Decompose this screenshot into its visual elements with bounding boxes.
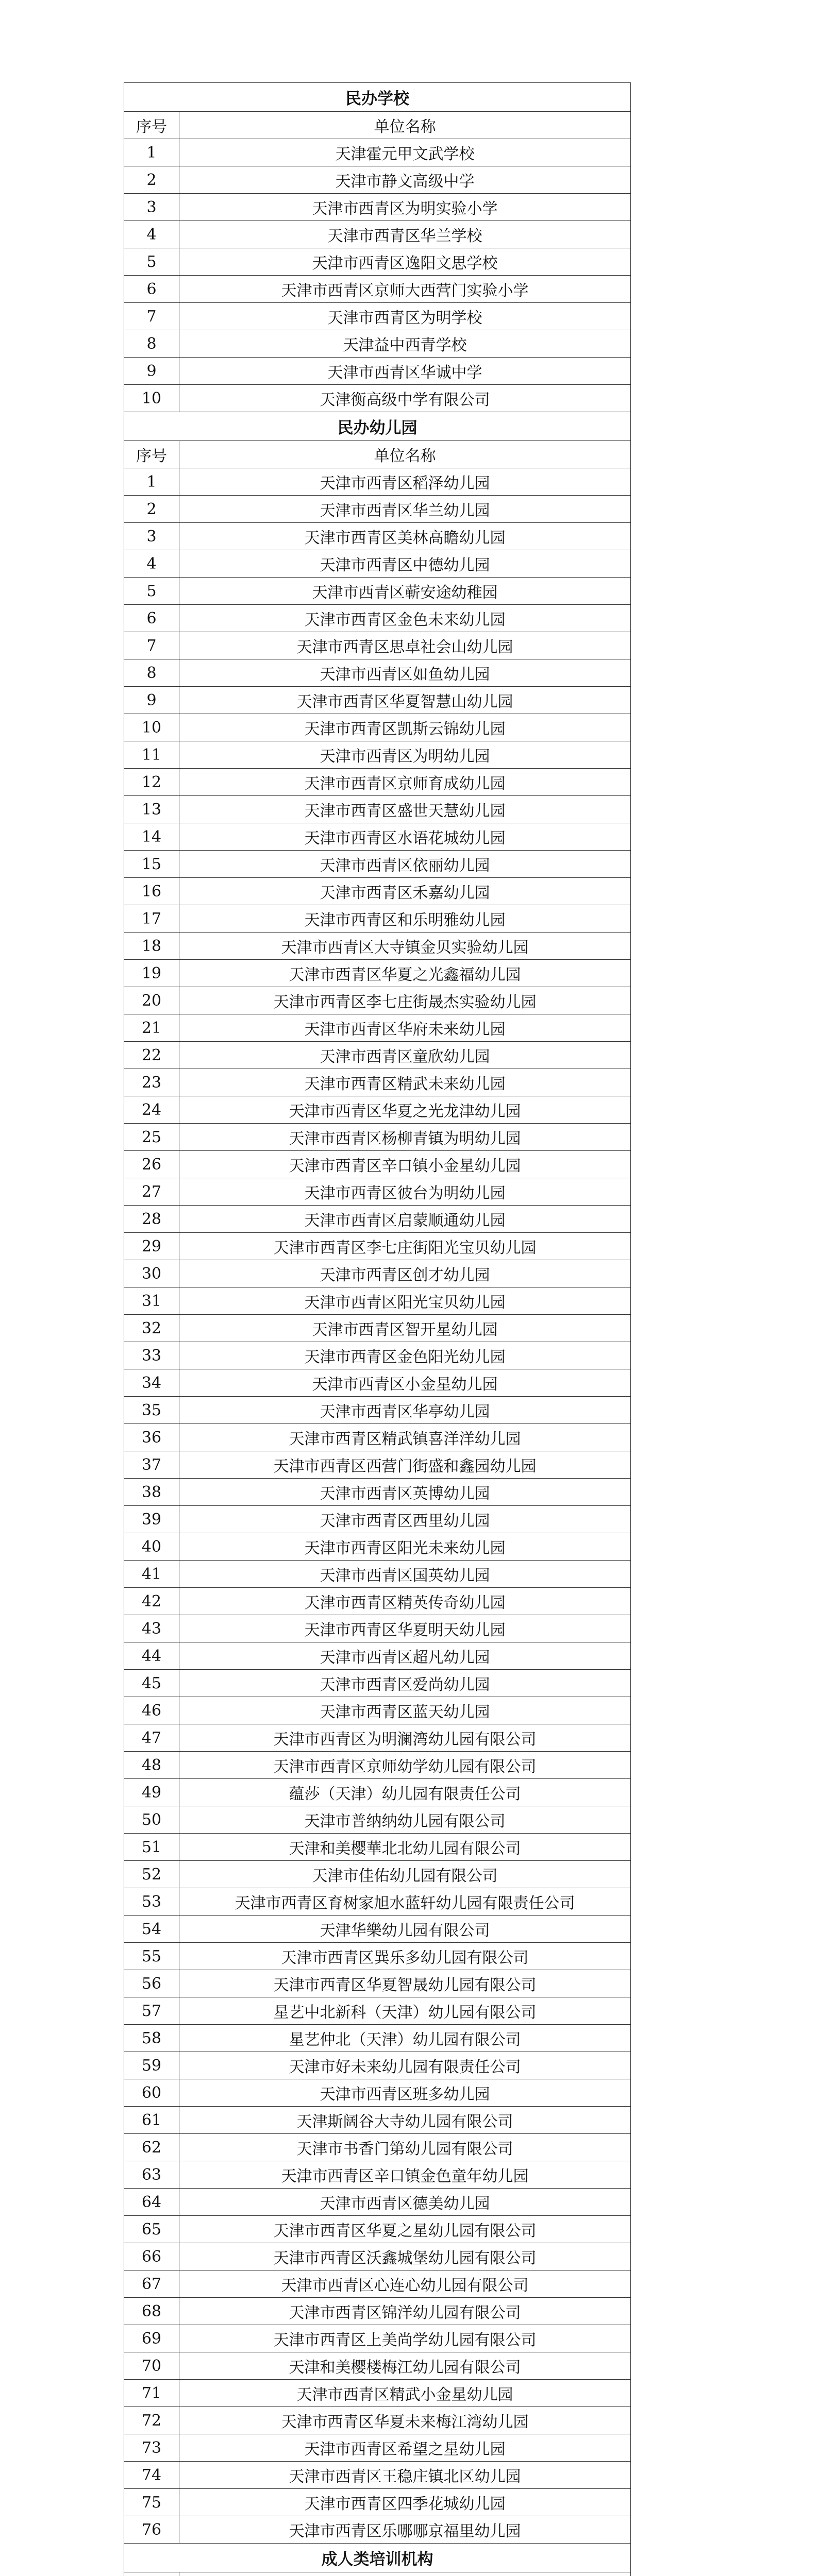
row-unit-name: 天津市西青区蕲安途幼稚园 <box>179 578 631 605</box>
table-row <box>124 2489 631 2516</box>
row-number: 9 <box>124 358 179 385</box>
row-unit-name: 天津市西青区京师大西营门实验小学 <box>179 276 631 303</box>
row-unit-name: 天津市西青区李七庄街阳光宝贝幼儿园 <box>179 1233 631 1260</box>
table-row <box>124 1506 631 1533</box>
row-unit-name: 天津市西青区杨柳青镇为明幼儿园 <box>179 1124 631 1151</box>
table-row <box>124 385 631 412</box>
table-row <box>124 659 631 687</box>
row-number: 55 <box>124 1943 179 1970</box>
row-unit-name: 天津市西青区稻泽幼儿园 <box>179 468 631 496</box>
institution-table <box>124 82 631 2576</box>
row-number: 38 <box>124 1479 179 1506</box>
row-unit-name: 天津市西青区为明澜湾幼儿园有限公司 <box>179 1724 631 1752</box>
row-number: 71 <box>124 2380 179 2407</box>
row-unit-name: 天津市西青区华诚中学 <box>179 358 631 385</box>
row-unit-name: 天津市西青区爱尚幼儿园 <box>179 1670 631 1697</box>
table-row <box>124 2462 631 2489</box>
row-number: 58 <box>124 2025 179 2052</box>
table-row <box>124 851 631 878</box>
row-unit-name: 天津市西青区精武未来幼儿园 <box>179 1069 631 1096</box>
table-row <box>124 303 631 330</box>
table-row <box>124 2380 631 2407</box>
row-unit-name: 天津市西青区如鱼幼儿园 <box>179 659 631 687</box>
row-number: 72 <box>124 2407 179 2434</box>
row-number: 32 <box>124 1315 179 1342</box>
row-number: 57 <box>124 1997 179 2025</box>
row-number: 70 <box>124 2352 179 2380</box>
table-row <box>124 987 631 1014</box>
row-number: 36 <box>124 1424 179 1451</box>
row-unit-name: 天津市西青区华府未来幼儿园 <box>179 1014 631 1042</box>
row-number: 9 <box>124 687 179 714</box>
row-number: 46 <box>124 1697 179 1724</box>
row-number: 12 <box>124 769 179 796</box>
row-number: 4 <box>124 550 179 578</box>
table-row <box>124 2516 631 2544</box>
row-number: 7 <box>124 632 179 659</box>
row-unit-name: 天津霍元甲文武学校 <box>179 139 631 166</box>
table-row <box>124 1069 631 1096</box>
row-number: 66 <box>124 2243 179 2270</box>
row-number: 68 <box>124 2298 179 2325</box>
table-row <box>124 358 631 385</box>
table-row <box>124 878 631 905</box>
row-unit-name: 天津市西青区逸阳文思学校 <box>179 248 631 276</box>
table-row <box>124 2052 631 2079</box>
row-number: 3 <box>124 523 179 550</box>
table-row <box>124 2216 631 2243</box>
table-row <box>124 1096 631 1124</box>
row-number: 33 <box>124 1342 179 1369</box>
table-row <box>124 687 631 714</box>
table-row <box>124 1287 631 1315</box>
row-unit-name: 天津市西青区京师育成幼儿园 <box>179 769 631 796</box>
row-number: 49 <box>124 1779 179 1806</box>
row-number: 17 <box>124 905 179 933</box>
row-unit-name: 天津市西青区阳光宝贝幼儿园 <box>179 1287 631 1315</box>
row-number: 26 <box>124 1151 179 1178</box>
table-row <box>124 2434 631 2462</box>
column-header-row <box>124 112 631 139</box>
row-unit-name: 天津市西青区蓝天幼儿园 <box>179 1697 631 1724</box>
row-number: 34 <box>124 1369 179 1397</box>
row-number: 63 <box>124 2161 179 2189</box>
row-unit-name: 星艺仲北（天津）幼儿园有限公司 <box>179 2025 631 2052</box>
row-unit-name: 天津市西青区锦洋幼儿园有限公司 <box>179 2298 631 2325</box>
column-header-row <box>124 441 631 468</box>
table-row <box>124 2325 631 2352</box>
row-unit-name: 天津市西青区华夏智晟幼儿园有限公司 <box>179 1970 631 1997</box>
row-number: 76 <box>124 2516 179 2544</box>
table-row <box>124 1670 631 1697</box>
table-row <box>124 1943 631 1970</box>
row-number: 11 <box>124 741 179 769</box>
table-row <box>124 605 631 632</box>
table-row <box>124 1916 631 1943</box>
row-unit-name: 天津市西青区和乐明雅幼儿园 <box>179 905 631 933</box>
row-unit-name: 天津市西青区大寺镇金贝实验幼儿园 <box>179 933 631 960</box>
row-unit-name: 天津市西青区禾嘉幼儿园 <box>179 878 631 905</box>
table-row <box>124 468 631 496</box>
row-unit-name: 天津市西青区阳光未来幼儿园 <box>179 1533 631 1561</box>
row-number: 42 <box>124 1588 179 1615</box>
row-unit-name: 天津市书香门第幼儿园有限公司 <box>179 2134 631 2161</box>
row-unit-name: 天津市西青区华兰学校 <box>179 221 631 248</box>
row-number: 22 <box>124 1042 179 1069</box>
table-row <box>124 2407 631 2434</box>
table-row <box>124 960 631 987</box>
table-row <box>124 1424 631 1451</box>
table-row <box>124 2352 631 2380</box>
table-row <box>124 905 631 933</box>
table-row <box>124 248 631 276</box>
row-unit-name: 天津市西青区中德幼儿园 <box>179 550 631 578</box>
row-number: 48 <box>124 1752 179 1779</box>
row-unit-name: 天津市西青区德美幼儿园 <box>179 2189 631 2216</box>
row-number: 2 <box>124 166 179 194</box>
table-row <box>124 1779 631 1806</box>
column-header-name: 单位名称 <box>179 112 631 139</box>
row-unit-name: 天津市西青区李七庄街晟杰实验幼儿园 <box>179 987 631 1014</box>
row-unit-name: 天津市西青区盛世天慧幼儿园 <box>179 796 631 823</box>
row-unit-name: 天津市西青区小金星幼儿园 <box>179 1369 631 1397</box>
row-number: 56 <box>124 1970 179 1997</box>
table-row <box>124 1014 631 1042</box>
table-row <box>124 1315 631 1342</box>
row-number: 18 <box>124 933 179 960</box>
table-row <box>124 823 631 851</box>
row-number: 29 <box>124 1233 179 1260</box>
row-unit-name: 天津市西青区华亭幼儿园 <box>179 1397 631 1424</box>
row-number: 10 <box>124 385 179 412</box>
row-number: 21 <box>124 1014 179 1042</box>
row-unit-name: 天津市西青区华夏之光鑫福幼儿园 <box>179 960 631 987</box>
row-unit-name: 天津市西青区彼台为明幼儿园 <box>179 1178 631 1206</box>
row-unit-name: 天津市西青区智开星幼儿园 <box>179 1315 631 1342</box>
row-unit-name: 天津市西青区辛口镇金色童年幼儿园 <box>179 2161 631 2189</box>
table-row <box>124 1342 631 1369</box>
table-row <box>124 2189 631 2216</box>
section-title-row <box>124 412 631 441</box>
table-row <box>124 2572 631 2576</box>
row-unit-name: 天津市西青区凯斯云锦幼儿园 <box>179 714 631 741</box>
row-unit-name: 蕴莎（天津）幼儿园有限责任公司 <box>179 1779 631 1806</box>
row-number: 19 <box>124 960 179 987</box>
row-number: 43 <box>124 1615 179 1642</box>
row-number: 75 <box>124 2489 179 2516</box>
row-unit-name: 天津市静文高级中学 <box>179 166 631 194</box>
table-row <box>124 1888 631 1916</box>
row-unit-name: 天津市西青区乐哪哪京福里幼儿园 <box>179 2516 631 2544</box>
row-number: 2 <box>124 496 179 523</box>
row-unit-name: 天津市西青区启蒙顺通幼儿园 <box>179 1206 631 1233</box>
table-row <box>124 1615 631 1642</box>
table-row <box>124 1588 631 1615</box>
table-row <box>124 1752 631 1779</box>
row-number: 1 <box>124 139 179 166</box>
row-unit-name: 天津市西青区超凡幼儿园 <box>179 1642 631 1670</box>
table-row <box>124 1970 631 1997</box>
row-unit-name: 天津市西青区沃鑫城堡幼儿园有限公司 <box>179 2243 631 2270</box>
row-unit-name: 天津市西青区心连心幼儿园有限公司 <box>179 2270 631 2298</box>
row-number: 4 <box>124 221 179 248</box>
column-header-no: 序号 <box>124 441 179 468</box>
table-row <box>124 1697 631 1724</box>
row-number: 65 <box>124 2216 179 2243</box>
row-unit-name: 天津市西青区华夏明天幼儿园 <box>179 1615 631 1642</box>
row-unit-name: 天津市西青区西里幼儿园 <box>179 1506 631 1533</box>
row-unit-name: 天津市西青区四季花城幼儿园 <box>179 2489 631 2516</box>
row-unit-name: 天津市西青区华夏未来梅江湾幼儿园 <box>179 2407 631 2434</box>
table-row <box>124 2298 631 2325</box>
row-unit-name: 天津市西青区金色阳光幼儿园 <box>179 1342 631 1369</box>
row-number: 47 <box>124 1724 179 1752</box>
table-row <box>124 1642 631 1670</box>
row-unit-name: 天津市佳佑幼儿园有限公司 <box>179 1861 631 1888</box>
row-number: 6 <box>124 276 179 303</box>
table-row <box>124 2134 631 2161</box>
table-row <box>124 194 631 221</box>
row-number: 8 <box>124 659 179 687</box>
table-row <box>124 523 631 550</box>
row-number: 3 <box>124 194 179 221</box>
row-unit-name: 天津市西青区王稳庄镇北区幼儿园 <box>179 2462 631 2489</box>
row-unit-name: 天津和美樱華北北幼儿园有限公司 <box>179 1834 631 1861</box>
row-unit-name: 天津市西青区华夏智慧山幼儿园 <box>179 687 631 714</box>
row-number: 69 <box>124 2325 179 2352</box>
section-title: 成人类培训机构 <box>124 2544 631 2572</box>
table-row <box>124 139 631 166</box>
section-title: 民办学校 <box>124 83 631 112</box>
row-unit-name: 天津市好未来幼儿园有限责任公司 <box>179 2052 631 2079</box>
row-unit-name: 天津市西青区思卓社会山幼儿园 <box>179 632 631 659</box>
table-row <box>124 166 631 194</box>
row-unit-name: 天津市西青区为明实验小学 <box>179 194 631 221</box>
row-unit-name: 天津市西青区金色未来幼儿园 <box>179 605 631 632</box>
table-row <box>124 2243 631 2270</box>
table-row <box>124 1451 631 1479</box>
table-row <box>124 496 631 523</box>
row-number: 20 <box>124 987 179 1014</box>
row-unit-name: 星艺中北新科（天津）幼儿园有限公司 <box>179 1997 631 2025</box>
row-number: 10 <box>124 714 179 741</box>
table-row <box>124 1206 631 1233</box>
row-unit-name: 天津益中西青学校 <box>179 330 631 358</box>
row-number: 6 <box>124 605 179 632</box>
row-unit-name: 天津斯阔谷大寺幼儿园有限公司 <box>179 2107 631 2134</box>
table-row <box>124 330 631 358</box>
table-row <box>124 550 631 578</box>
row-unit-name: 天津市西青区精武镇喜洋洋幼儿园 <box>179 1424 631 1451</box>
table-row <box>124 1260 631 1287</box>
row-number: 14 <box>124 823 179 851</box>
row-unit-name: 天津市西青区上美尚学幼儿园有限公司 <box>179 2325 631 2352</box>
row-number: 39 <box>124 1506 179 1533</box>
row-number: 27 <box>124 1178 179 1206</box>
row-number: 5 <box>124 578 179 605</box>
table-row <box>124 769 631 796</box>
row-unit-name: 天津市西青区辛口镇小金星幼儿园 <box>179 1151 631 1178</box>
table-row <box>124 1397 631 1424</box>
row-unit-name: 天津市西青区水语花城幼儿园 <box>179 823 631 851</box>
row-number: 74 <box>124 2462 179 2489</box>
row-unit-name: 天津市西青区华夏之光龙津幼儿园 <box>179 1096 631 1124</box>
row-unit-name: 天津市普纳纳幼儿园有限公司 <box>179 1806 631 1834</box>
table-row <box>124 1834 631 1861</box>
row-unit-name: 天津华樂幼儿园有限公司 <box>179 1916 631 1943</box>
row-unit-name: 天津市西青区班多幼儿园 <box>179 2079 631 2107</box>
row-number: 50 <box>124 1806 179 1834</box>
table-row <box>124 1369 631 1397</box>
row-unit-name: 天津市西青区巽乐多幼儿园有限公司 <box>179 1943 631 1970</box>
table-row <box>124 2270 631 2298</box>
row-number: 44 <box>124 1642 179 1670</box>
row-unit-name: 天津市西青区西营门街盛和鑫园幼儿园 <box>179 1451 631 1479</box>
row-unit-name: 天津市西青区国英幼儿园 <box>179 1561 631 1588</box>
table-row <box>124 1861 631 1888</box>
section-title-row <box>124 2544 631 2572</box>
table-row <box>124 2079 631 2107</box>
row-number: 35 <box>124 1397 179 1424</box>
row-number: 59 <box>124 2052 179 2079</box>
table-row <box>124 1124 631 1151</box>
row-number: 41 <box>124 1561 179 1588</box>
column-header-no: 序号 <box>124 112 179 139</box>
row-number: 54 <box>124 1916 179 1943</box>
row-number: 5 <box>124 248 179 276</box>
table-row <box>124 741 631 769</box>
table-row <box>124 1042 631 1069</box>
table-row <box>124 2025 631 2052</box>
table-row <box>124 1151 631 1178</box>
row-number: 23 <box>124 1069 179 1096</box>
row-number: 37 <box>124 1451 179 1479</box>
row-number: 52 <box>124 1861 179 1888</box>
row-number: 8 <box>124 330 179 358</box>
row-unit-name: 天津市西青区京师幼学幼儿园有限公司 <box>179 1752 631 1779</box>
row-number: 31 <box>124 1287 179 1315</box>
row-number: 30 <box>124 1260 179 1287</box>
table-row <box>124 933 631 960</box>
row-unit-name: 天津市西青区精武小金星幼儿园 <box>179 2380 631 2407</box>
row-number: 15 <box>124 851 179 878</box>
row-unit-name: 天津衡高级中学有限公司 <box>179 385 631 412</box>
table-row <box>124 1806 631 1834</box>
row-number: 25 <box>124 1124 179 1151</box>
row-unit-name: 天津市西青区为明学校 <box>179 303 631 330</box>
row-unit-name: 天津和美樱楼梅江幼儿园有限公司 <box>179 2352 631 2380</box>
row-number: 73 <box>124 2434 179 2462</box>
table-row <box>124 1479 631 1506</box>
row-number: 45 <box>124 1670 179 1697</box>
table-row <box>124 276 631 303</box>
table-row <box>124 714 631 741</box>
row-number: 40 <box>124 1533 179 1561</box>
row-unit-name: 天津市西青区希望之星幼儿园 <box>179 2434 631 2462</box>
table-row <box>124 2107 631 2134</box>
section-title: 民办幼儿园 <box>124 412 631 441</box>
row-number: 67 <box>124 2270 179 2298</box>
row-unit-name: 天津市西青区依丽幼儿园 <box>179 851 631 878</box>
row-number: 64 <box>124 2189 179 2216</box>
row-number: 51 <box>124 1834 179 1861</box>
table-row <box>124 632 631 659</box>
table-row <box>124 1724 631 1752</box>
document <box>124 82 630 2576</box>
row-unit-name: 天津市西青区英博幼儿园 <box>179 1479 631 1506</box>
row-number: 13 <box>124 796 179 823</box>
table-row <box>124 1533 631 1561</box>
row-number: 1 <box>124 468 179 496</box>
table-row <box>124 1997 631 2025</box>
table-row <box>124 1178 631 1206</box>
row-unit-name: 天津市西青区童欣幼儿园 <box>179 1042 631 1069</box>
row-number: 24 <box>124 1096 179 1124</box>
row-number <box>124 2572 179 2576</box>
table-row <box>124 796 631 823</box>
table-row <box>124 221 631 248</box>
row-number: 61 <box>124 2107 179 2134</box>
section-title-row <box>124 83 631 112</box>
row-number: 62 <box>124 2134 179 2161</box>
row-unit-name: 天津市西青区为明幼儿园 <box>179 741 631 769</box>
row-number: 28 <box>124 1206 179 1233</box>
row-unit-name: 天津市西青区华兰幼儿园 <box>179 496 631 523</box>
row-unit-name: 天津市西青区美林高瞻幼儿园 <box>179 523 631 550</box>
row-unit-name: 天津市西青区育树家旭水蓝轩幼儿园有限责任公司 <box>179 1888 631 1916</box>
row-number: 53 <box>124 1888 179 1916</box>
row-unit-name: 天津市西青区华夏之星幼儿园有限公司 <box>179 2216 631 2243</box>
table-row <box>124 578 631 605</box>
table-row <box>124 1233 631 1260</box>
row-unit-name: 天津市西青区精英传奇幼儿园 <box>179 1588 631 1615</box>
column-header-name: 单位名称 <box>179 441 631 468</box>
table-row <box>124 2161 631 2189</box>
row-number: 60 <box>124 2079 179 2107</box>
row-unit-name <box>179 2572 631 2576</box>
table-row <box>124 1561 631 1588</box>
row-number: 7 <box>124 303 179 330</box>
row-unit-name: 天津市西青区创才幼儿园 <box>179 1260 631 1287</box>
row-number: 16 <box>124 878 179 905</box>
